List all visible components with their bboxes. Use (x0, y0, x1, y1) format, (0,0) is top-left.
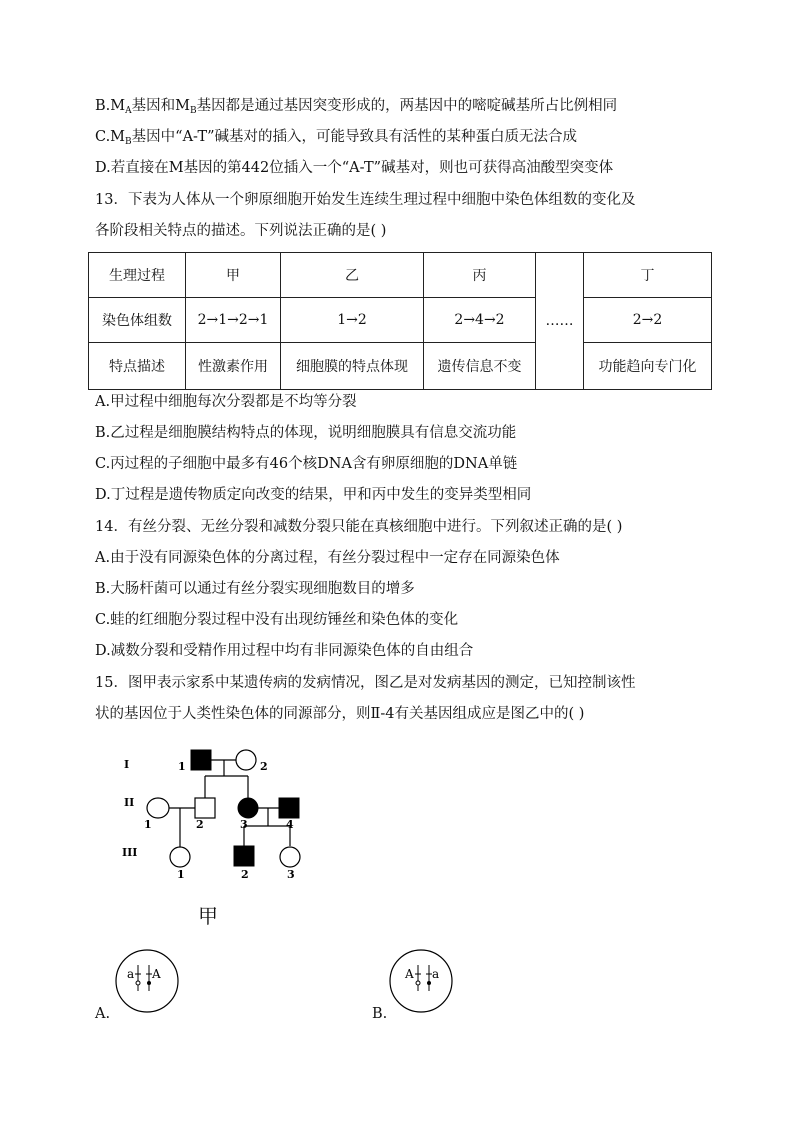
option-12b-mid: 基因和M (131, 98, 190, 114)
table-cell: 2→2 (584, 298, 712, 343)
allele-label: a (432, 967, 440, 981)
table-cell: 1→2 (281, 298, 424, 343)
subscript: A (125, 106, 132, 116)
male-affected (279, 798, 299, 818)
option-13b: B.乙过程是细胞膜结构特点的体现，说明细胞膜具有信息交流功能 (95, 425, 517, 441)
individual-number: 3 (240, 818, 248, 831)
question-14: 14．有丝分裂、无丝分裂和减数分裂只能在真核细胞中进行。下列叙述正确的是( ) (95, 519, 623, 535)
individual-number: 1 (177, 868, 185, 881)
individual-number: 2 (241, 868, 249, 881)
female-affected (238, 798, 258, 818)
option-12c-post: 基因中“A-T”碱基对的插入，可能导致具有活性的某种蛋白质无法合成 (131, 129, 578, 145)
generation-label: I (124, 758, 130, 771)
pedigree-chart (110, 740, 330, 930)
table-cell: 甲 (186, 253, 281, 298)
pedigree-label: 甲 (198, 904, 218, 928)
question-15-line1: 15．图甲表示家系中某遗传病的发病情况，图乙是对发病基因的测定，已知控制该性 (95, 675, 636, 691)
option-12c-pre: C.M (95, 129, 126, 145)
option-a-label: A. (95, 1006, 111, 1022)
option-14b: B.大肠杆菌可以通过有丝分裂实现细胞数目的增多 (95, 581, 415, 597)
allele-label: a (127, 967, 135, 981)
table-cell: 功能趋向专门化 (584, 343, 712, 390)
table-cell: 性激素作用 (186, 343, 281, 390)
option-14c: C.蛙的红细胞分裂过程中没有出现纺锤丝和染色体的变化 (95, 612, 459, 628)
table-cell: 丙 (424, 253, 536, 298)
option-12b (95, 96, 617, 121)
allele-label: A (405, 967, 414, 981)
table-cell: 遗传信息不变 (424, 343, 536, 390)
option-14d: D.减数分裂和受精作用过程中均有非同源染色体的自由组合 (95, 643, 474, 659)
individual-number: 1 (144, 818, 152, 831)
table-cell: 特点描述 (89, 343, 186, 390)
individual-number: 2 (196, 818, 204, 831)
table-cell: 2→1→2→1 (186, 298, 281, 343)
option-12b-pre: B.M (95, 98, 126, 114)
male-affected (234, 846, 254, 866)
table-cell: 丁 (584, 253, 712, 298)
option-14a: A.由于没有同源染色体的分离过程，有丝分裂过程中一定存在同源染色体 (95, 550, 560, 566)
question-13-line1: 13．下表为人体从一个卵原细胞开始发生连续生理过程中细胞中染色体组数的变化及 (95, 192, 636, 208)
individual-number: 1 (178, 760, 186, 773)
pedigree-lines (169, 760, 290, 848)
generation-label: III (122, 846, 138, 859)
question-13-line2: 各阶段相关特点的描述。下列说法正确的是( ) (95, 223, 387, 239)
option-12c (95, 127, 577, 152)
table-cell: 染色体组数 (89, 298, 186, 343)
subscript: B (189, 106, 197, 116)
option-13d: D.丁过程是遗传物质定向改变的结果，甲和丙中发生的变异类型相同 (95, 487, 532, 503)
question-15-line2: 状的基因位于人类性染色体的同源部分，则Ⅱ-4有关基因组成应是图乙中的( ) (95, 706, 585, 722)
subscript: B (125, 137, 132, 147)
male-affected (191, 750, 211, 770)
option-12b-post: 基因都是通过基因突变形成的，两基因中的嘧啶碱基所占比例相同 (196, 98, 618, 114)
option-12d: D.若直接在M基因的第442位插入一个“A-T”碱基对，则也可获得高油酸型突变体 (95, 160, 614, 176)
cell-diagram-a (114, 948, 180, 1014)
table-cell: 乙 (281, 253, 424, 298)
individual-number: 3 (287, 868, 295, 881)
individual-number: 4 (286, 818, 294, 831)
process-table (88, 252, 712, 390)
table-cell: 细胞膜的特点体现 (281, 343, 424, 390)
table-cell: 生理过程 (89, 253, 186, 298)
female-unaffected (147, 798, 169, 818)
male-unaffected (195, 798, 215, 818)
female-unaffected (280, 847, 300, 867)
table-cell: 2→4→2 (424, 298, 536, 343)
individual-number: 2 (260, 760, 268, 773)
option-b-label: B. (372, 1006, 388, 1022)
female-unaffected (236, 750, 256, 770)
female-unaffected (170, 847, 190, 867)
option-13a: A.甲过程中细胞每次分裂都是不均等分裂 (95, 394, 357, 410)
generation-label: II (124, 796, 135, 809)
allele-label: A (152, 967, 161, 981)
option-13c: C.丙过程的子细胞中最多有46个核DNA含有卵原细胞的DNA单链 (95, 456, 518, 472)
cell-diagram-b (388, 948, 454, 1014)
table-cell: …… (536, 253, 584, 390)
